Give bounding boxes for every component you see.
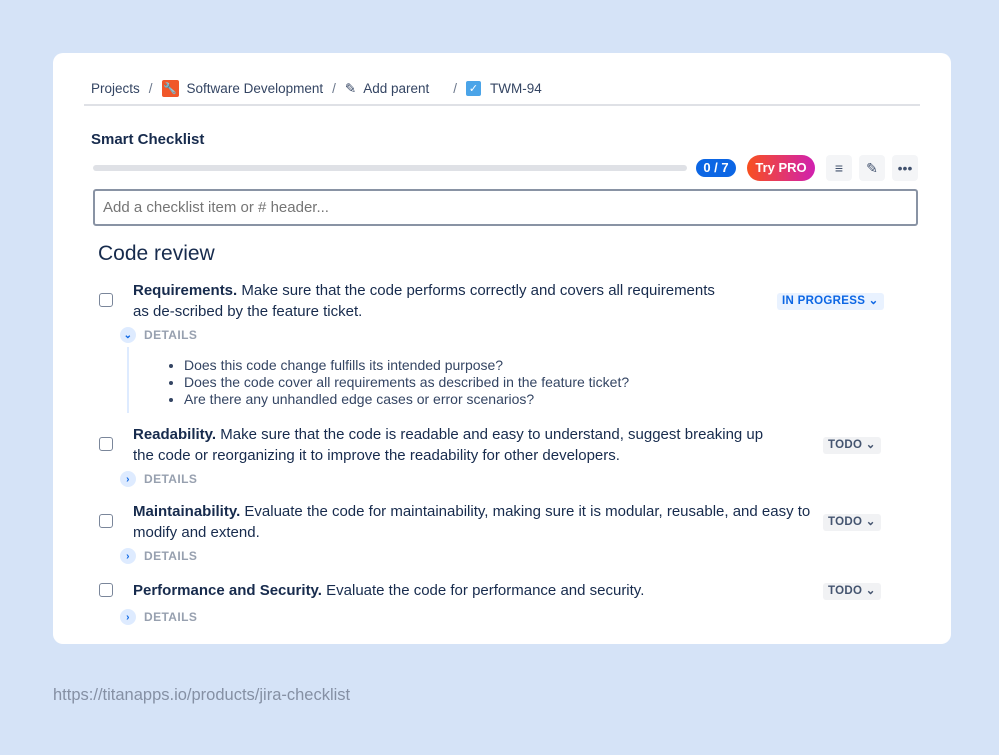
item-text: Make sure that the code performs correctly and covers all requirements as de-scribed by the feature ticket. xyxy=(133,282,715,320)
try-pro-button[interactable]: Try PRO xyxy=(747,155,815,181)
divider xyxy=(84,104,920,106)
details-toggle[interactable]: ⌄ DETAILS xyxy=(120,327,197,343)
breadcrumb-separator: / xyxy=(332,81,336,96)
project-icon: 🔧 xyxy=(162,80,179,97)
edit-button[interactable] xyxy=(859,155,885,181)
item-title: Maintainability. xyxy=(133,503,241,520)
item-checkbox[interactable] xyxy=(99,437,113,451)
details-item: • Does the code cover all requirements as described in the feature ticket? xyxy=(184,374,629,391)
add-parent-link[interactable]: Add parent xyxy=(363,81,430,96)
checklist-title: Smart Checklist xyxy=(91,131,205,148)
details-toggle[interactable]: › DETAILS xyxy=(120,471,197,487)
breadcrumb-separator: / xyxy=(148,81,153,96)
breadcrumb xyxy=(91,80,542,97)
section-header: Code review xyxy=(98,242,215,265)
item-title: Requirements. xyxy=(133,282,238,299)
footer-url: https://titanapps.io/products/jira-checklist xyxy=(53,686,351,704)
progress-bar xyxy=(93,165,687,171)
item-title: Readability. xyxy=(133,426,217,443)
status-dropdown[interactable]: IN PROGRESS ⌄ xyxy=(777,293,884,310)
item-title: Performance and Security. xyxy=(133,582,322,599)
progress-count: 0 / 7 xyxy=(696,159,736,177)
details-list xyxy=(168,357,629,408)
breadcrumb-projects[interactable]: Projects xyxy=(91,81,140,96)
breadcrumb-project[interactable]: Software Development xyxy=(186,81,324,96)
item-text: Evaluate the code for maintainability, making sure it is modular, reusable, and easy to modify and extend. xyxy=(133,503,811,541)
details-toggle[interactable]: › DETAILS xyxy=(120,548,197,564)
breadcrumb-issue[interactable]: TWM-94 xyxy=(490,81,542,96)
item-checkbox[interactable] xyxy=(99,583,113,597)
item-checkbox[interactable] xyxy=(99,514,113,528)
filter-button[interactable] xyxy=(826,155,852,181)
status-dropdown[interactable]: TODO ⌄ xyxy=(823,583,881,600)
more-button[interactable] xyxy=(892,155,918,181)
chevron-right-icon: › xyxy=(120,471,136,487)
item-checkbox[interactable] xyxy=(99,293,113,307)
chevron-right-icon: › xyxy=(120,609,136,625)
details-item: • Does this code change fulfills its intended purpose? xyxy=(184,357,629,374)
checklist-card xyxy=(53,53,951,644)
chevron-right-icon: › xyxy=(120,548,136,564)
filter-icon: ≡ xyxy=(834,160,844,176)
status-dropdown[interactable]: TODO ⌄ xyxy=(823,437,881,454)
breadcrumb-separator: / xyxy=(453,81,458,96)
chevron-down-icon: ⌄ xyxy=(120,327,136,343)
item-text: Evaluate the code for performance and security. xyxy=(321,582,645,599)
more-icon: ••• xyxy=(897,160,913,176)
add-item-input[interactable] xyxy=(93,189,918,226)
edit-icon: ✎ xyxy=(866,159,878,176)
status-dropdown[interactable]: TODO ⌄ xyxy=(823,514,881,531)
details-line xyxy=(127,347,129,413)
task-icon: ✓ xyxy=(466,81,481,96)
pencil-icon: ✎ xyxy=(344,80,357,96)
item-text: Make sure that the code is readable and easy to understand, suggest breaking up the code or reorganizing it to improve the readability for other developers. xyxy=(133,426,764,464)
details-item: • Are there any unhandled edge cases or error scenarios? xyxy=(184,391,629,408)
details-toggle[interactable]: › DETAILS xyxy=(120,609,197,625)
